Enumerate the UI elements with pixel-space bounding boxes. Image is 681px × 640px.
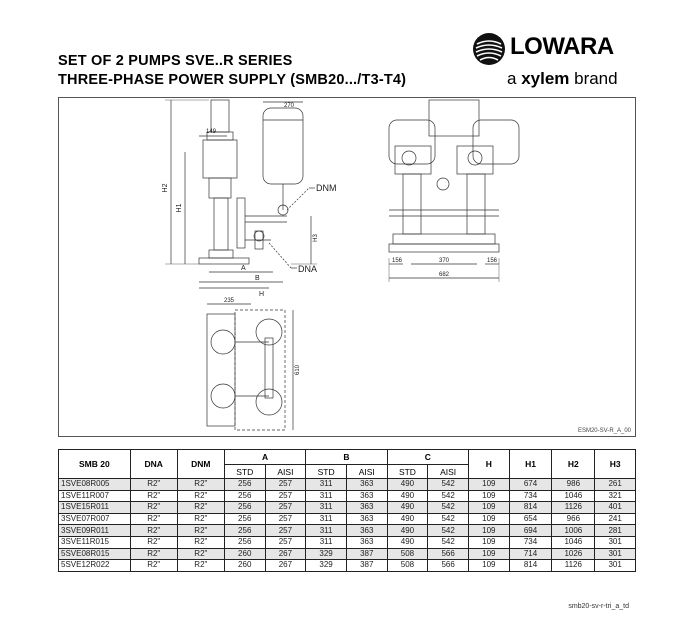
title-line-2: THREE-PHASE POWER SUPPLY (SMB20.../T3-T4) (58, 72, 407, 88)
header-c: C (387, 450, 468, 465)
lowara-swirl-icon (472, 32, 506, 66)
table-cell: 542 (428, 536, 469, 548)
table-cell: 542 (428, 502, 469, 514)
table-cell: 566 (428, 548, 469, 560)
dim-370: 370 (438, 258, 450, 264)
label-h2: H2 (162, 183, 169, 193)
model-cell: 1SVE15R011 (59, 502, 131, 514)
logo-name: LOWARA (510, 33, 614, 60)
table-cell: 490 (387, 536, 428, 548)
table-cell: 490 (387, 502, 428, 514)
table-cell: R2" (130, 525, 177, 537)
table-cell: 311 (306, 490, 347, 502)
front-view (389, 100, 519, 282)
drawing-svg (59, 98, 635, 436)
subheader-a-aisi: AISI (265, 465, 306, 479)
spec-table (58, 449, 636, 572)
footer-code: smb20-sv-r-tri_a_td (568, 603, 629, 610)
header-h2: H2 (552, 450, 595, 479)
table-cell: 109 (468, 513, 509, 525)
table-cell: 301 (595, 536, 636, 548)
table-row (59, 525, 636, 537)
table-cell: 241 (595, 513, 636, 525)
table-cell: 109 (468, 525, 509, 537)
table-cell: 311 (306, 479, 347, 491)
table-cell: R2" (177, 560, 224, 572)
label-a: A (241, 265, 246, 272)
table-cell: 1126 (552, 502, 595, 514)
table-cell: 986 (552, 479, 595, 491)
lowara-logo (472, 30, 622, 98)
model-cell: 5SVE08R015 (59, 548, 131, 560)
label-dna: DNA (298, 264, 318, 274)
table-cell: 256 (224, 502, 265, 514)
table-cell: 363 (346, 502, 387, 514)
table-cell: R2" (177, 536, 224, 548)
table-cell: 311 (306, 502, 347, 514)
brand-bold: xylem (521, 69, 570, 88)
table-cell: R2" (130, 502, 177, 514)
document-title (58, 52, 406, 90)
table-cell: 257 (265, 513, 306, 525)
table-cell: 490 (387, 490, 428, 502)
table-cell: R2" (177, 490, 224, 502)
table-cell: 267 (265, 560, 306, 572)
table-cell: 490 (387, 525, 428, 537)
drawing-code: ESM20-SV-R_A_00 (577, 428, 631, 434)
table-cell: 966 (552, 513, 595, 525)
table-cell: 1046 (552, 536, 595, 548)
table-cell: 1046 (552, 490, 595, 502)
table-cell: 267 (265, 548, 306, 560)
model-cell: 3SVE07R007 (59, 513, 131, 525)
dim-149: 149 (205, 129, 217, 135)
table-cell: 256 (224, 490, 265, 502)
table-cell: 109 (468, 479, 509, 491)
table-cell: 714 (509, 548, 552, 560)
subheader-b-aisi: AISI (346, 465, 387, 479)
table-cell: 814 (509, 560, 552, 572)
table-row (59, 536, 636, 548)
table-cell: 257 (265, 536, 306, 548)
table-cell: 654 (509, 513, 552, 525)
header-a: A (224, 450, 305, 465)
model-cell: 3SVE11R015 (59, 536, 131, 548)
technical-drawing (58, 97, 636, 437)
header-h3: H3 (595, 450, 636, 479)
table-cell: 387 (346, 548, 387, 560)
table-cell: R2" (130, 560, 177, 572)
subheader-c-std: STD (387, 465, 428, 479)
table-cell: 257 (265, 490, 306, 502)
table-row (59, 502, 636, 514)
table-cell: 694 (509, 525, 552, 537)
table-cell: 734 (509, 536, 552, 548)
table-cell: 311 (306, 513, 347, 525)
table-cell: 256 (224, 536, 265, 548)
table-cell: 256 (224, 525, 265, 537)
table-cell: R2" (130, 490, 177, 502)
brand-prefix: a (507, 69, 522, 88)
table-cell: 566 (428, 560, 469, 572)
table-cell: 109 (468, 490, 509, 502)
table-cell: R2" (130, 536, 177, 548)
header-h1: H1 (509, 450, 552, 479)
table-row (59, 513, 636, 525)
dim-682: 682 (438, 272, 450, 278)
header-b: B (306, 450, 387, 465)
table-row (59, 548, 636, 560)
dim-235: 235 (223, 298, 235, 304)
table-cell: 260 (224, 548, 265, 560)
table-cell: R2" (130, 479, 177, 491)
label-h: H (259, 291, 265, 298)
table-cell: 257 (265, 525, 306, 537)
table-cell: 542 (428, 490, 469, 502)
table-cell: R2" (130, 548, 177, 560)
table-cell: 401 (595, 502, 636, 514)
table-cell: 329 (306, 548, 347, 560)
table-cell: 363 (346, 536, 387, 548)
table-cell: 109 (468, 560, 509, 572)
label-dnm: DNM (316, 183, 337, 193)
table-cell: 363 (346, 479, 387, 491)
subheader-c-aisi: AISI (428, 465, 469, 479)
model-cell: 1SVE11R007 (59, 490, 131, 502)
label-b: B (255, 275, 260, 282)
dim-270: 270 (283, 103, 295, 109)
table-cell: 674 (509, 479, 552, 491)
dim-610: 610 (295, 364, 301, 376)
table-cell: 257 (265, 479, 306, 491)
table-cell: 109 (468, 548, 509, 560)
model-cell: 5SVE12R022 (59, 560, 131, 572)
dim-156-left: 156 (391, 258, 403, 264)
table-cell: R2" (130, 513, 177, 525)
table-cell: 490 (387, 479, 428, 491)
table-cell: 321 (595, 490, 636, 502)
table-cell: 1006 (552, 525, 595, 537)
subheader-a-std: STD (224, 465, 265, 479)
spec-table-body (59, 479, 636, 572)
table-cell: 363 (346, 490, 387, 502)
table-cell: R2" (177, 525, 224, 537)
table-cell: 734 (509, 490, 552, 502)
table-cell: 109 (468, 536, 509, 548)
model-cell: 3SVE09R011 (59, 525, 131, 537)
table-cell: 311 (306, 536, 347, 548)
table-cell: 363 (346, 525, 387, 537)
table-cell: 814 (509, 502, 552, 514)
table-row (59, 560, 636, 572)
brand-suffix: brand (569, 69, 618, 88)
table-cell: R2" (177, 548, 224, 560)
table-row (59, 490, 636, 502)
table-cell: 329 (306, 560, 347, 572)
table-cell: 109 (468, 502, 509, 514)
table-cell: 260 (224, 560, 265, 572)
table-cell: 261 (595, 479, 636, 491)
model-cell: 1SVE08R005 (59, 479, 131, 491)
header-model: SMB 20 (59, 450, 131, 479)
table-cell: 1026 (552, 548, 595, 560)
table-cell: 542 (428, 513, 469, 525)
logo-brand-line (507, 69, 618, 89)
table-cell: 490 (387, 513, 428, 525)
table-cell: 256 (224, 513, 265, 525)
table-cell: R2" (177, 513, 224, 525)
title-line-1: SET OF 2 PUMPS SVE..R SERIES (58, 53, 293, 69)
header-h: H (468, 450, 509, 479)
table-cell: 256 (224, 479, 265, 491)
table-cell: 311 (306, 525, 347, 537)
table-cell: 281 (595, 525, 636, 537)
label-h1: H1 (176, 203, 183, 213)
table-cell: 508 (387, 560, 428, 572)
table-cell: 301 (595, 560, 636, 572)
table-cell: R2" (177, 502, 224, 514)
dim-156-right: 156 (486, 258, 498, 264)
table-cell: R2" (177, 479, 224, 491)
table-row (59, 479, 636, 491)
table-cell: 301 (595, 548, 636, 560)
table-cell: 542 (428, 479, 469, 491)
top-view (207, 304, 293, 430)
label-h3: H3 (313, 234, 319, 242)
table-cell: 508 (387, 548, 428, 560)
table-cell: 1126 (552, 560, 595, 572)
subheader-b-std: STD (306, 465, 347, 479)
table-cell: 387 (346, 560, 387, 572)
table-cell: 542 (428, 525, 469, 537)
header-dna: DNA (130, 450, 177, 479)
side-view (165, 100, 317, 288)
table-cell: 257 (265, 502, 306, 514)
header-dnm: DNM (177, 450, 224, 479)
table-cell: 363 (346, 513, 387, 525)
